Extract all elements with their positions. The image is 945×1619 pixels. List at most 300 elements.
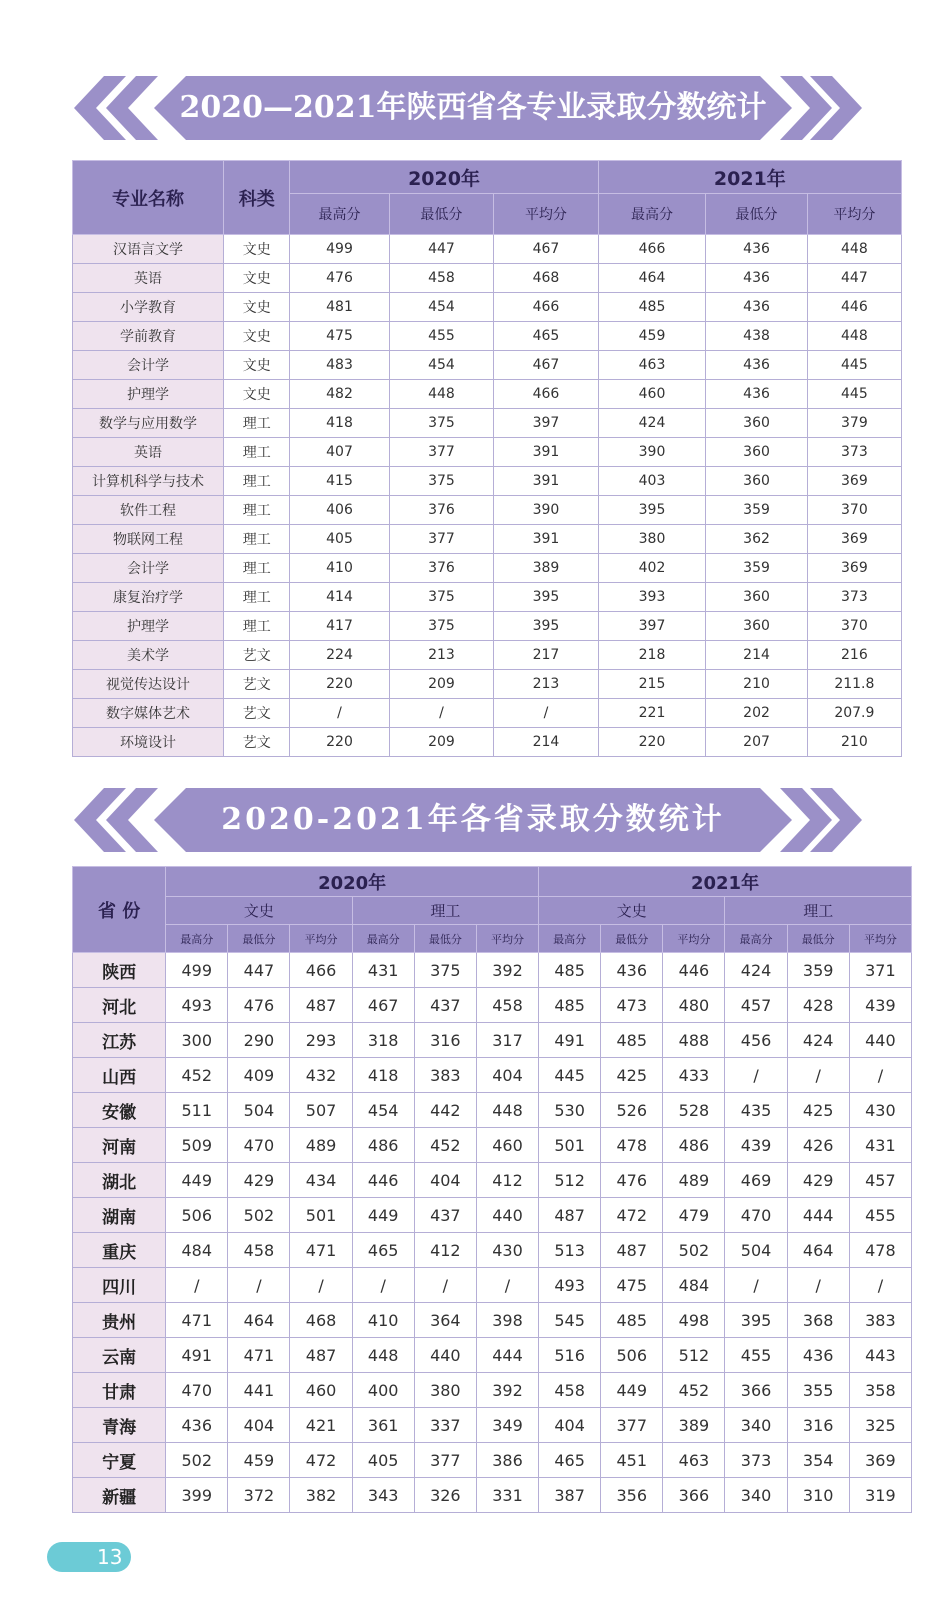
score-cell: 340 — [725, 1408, 787, 1443]
province-cell: 新疆 — [73, 1478, 166, 1513]
province-cell: 云南 — [73, 1338, 166, 1373]
header-category: 科类 — [224, 161, 290, 235]
score-cell: 316 — [414, 1023, 476, 1058]
score-cell: 516 — [539, 1338, 601, 1373]
score-cell: 392 — [476, 1373, 538, 1408]
score-cell: 454 — [389, 293, 494, 322]
score-cell: 209 — [389, 670, 494, 699]
category-cell: 艺文 — [224, 728, 290, 757]
score-cell: 404 — [476, 1058, 538, 1093]
score-cell: 457 — [725, 988, 787, 1023]
header-wenshi-2021: 文史 — [539, 897, 725, 925]
score-cell: 210 — [807, 728, 901, 757]
score-cell: 369 — [807, 554, 901, 583]
header-province: 省 份 — [73, 867, 166, 953]
category-cell: 理工 — [224, 554, 290, 583]
score-cell: 426 — [787, 1128, 849, 1163]
score-cell: 375 — [389, 612, 494, 641]
score-cell: 380 — [598, 525, 706, 554]
score-cell: 472 — [290, 1443, 352, 1478]
score-cell: 410 — [352, 1303, 414, 1338]
table-row — [73, 728, 902, 757]
score-cell: 448 — [807, 235, 901, 264]
score-cell: 447 — [228, 953, 290, 988]
score-cell: 373 — [807, 438, 901, 467]
score-cell: 409 — [228, 1058, 290, 1093]
score-cell: 449 — [601, 1373, 663, 1408]
score-cell: 460 — [290, 1373, 352, 1408]
score-cell: 473 — [601, 988, 663, 1023]
score-cell: 318 — [352, 1023, 414, 1058]
header-min: 最低分 — [601, 925, 663, 953]
score-cell: / — [787, 1268, 849, 1303]
province-cell: 四川 — [73, 1268, 166, 1303]
score-cell: 452 — [166, 1058, 228, 1093]
score-cell: / — [290, 699, 389, 728]
table-row — [73, 1058, 912, 1093]
table-row — [73, 554, 902, 583]
score-cell: 220 — [290, 728, 389, 757]
header-max: 最高分 — [725, 925, 787, 953]
score-cell: 215 — [598, 670, 706, 699]
score-cell: 418 — [352, 1058, 414, 1093]
section1-title: 2020—2021年陕西省各专业录取分数统计 — [179, 90, 767, 125]
header-min: 最低分 — [787, 925, 849, 953]
table-row — [73, 525, 902, 554]
score-cell: 325 — [849, 1408, 911, 1443]
score-cell: 382 — [290, 1478, 352, 1513]
score-cell: 481 — [290, 293, 389, 322]
header-min: 最低分 — [228, 925, 290, 953]
score-cell: 214 — [494, 728, 599, 757]
score-cell: 476 — [601, 1163, 663, 1198]
category-cell: 文史 — [224, 264, 290, 293]
score-cell: 202 — [706, 699, 807, 728]
score-cell: 391 — [494, 467, 599, 496]
score-cell: 446 — [807, 293, 901, 322]
score-cell: 467 — [494, 235, 599, 264]
score-cell: 458 — [476, 988, 538, 1023]
score-cell: 355 — [787, 1373, 849, 1408]
score-cell: 452 — [414, 1128, 476, 1163]
score-cell: 436 — [706, 380, 807, 409]
score-cell: 372 — [228, 1478, 290, 1513]
page-number — [47, 1542, 131, 1572]
score-cell: 364 — [414, 1303, 476, 1338]
score-cell: 471 — [166, 1303, 228, 1338]
score-cell: 360 — [706, 612, 807, 641]
score-cell: 471 — [228, 1338, 290, 1373]
score-cell: 436 — [787, 1338, 849, 1373]
score-cell: 501 — [539, 1128, 601, 1163]
score-cell: 442 — [414, 1093, 476, 1128]
score-cell: 476 — [290, 264, 389, 293]
table-row — [73, 409, 902, 438]
province-cell: 青海 — [73, 1408, 166, 1443]
table-row — [73, 1373, 912, 1408]
major-name-cell: 学前教育 — [73, 322, 224, 351]
score-cell: 446 — [352, 1163, 414, 1198]
score-cell: 211.8 — [807, 670, 901, 699]
table-row — [73, 1303, 912, 1338]
score-cell: 509 — [166, 1128, 228, 1163]
score-cell: 317 — [476, 1023, 538, 1058]
table-row — [73, 1198, 912, 1233]
score-cell: 316 — [787, 1408, 849, 1443]
score-cell: 220 — [290, 670, 389, 699]
table-row — [73, 699, 902, 728]
major-name-cell: 护理学 — [73, 612, 224, 641]
score-cell: 217 — [494, 641, 599, 670]
score-cell: 224 — [290, 641, 389, 670]
score-cell: 467 — [352, 988, 414, 1023]
category-cell: 理工 — [224, 438, 290, 467]
score-cell: 463 — [598, 351, 706, 380]
score-cell: 207 — [706, 728, 807, 757]
header-year-2021: 2021年 — [539, 867, 912, 897]
table-row — [73, 1163, 912, 1198]
header-year-2020: 2020年 — [290, 161, 598, 194]
score-cell: 445 — [807, 351, 901, 380]
score-cell: 380 — [414, 1373, 476, 1408]
major-name-cell: 计算机科学与技术 — [73, 467, 224, 496]
table-row — [73, 583, 902, 612]
province-scores-table — [72, 866, 912, 1513]
score-cell: 424 — [787, 1023, 849, 1058]
table-row — [73, 1233, 912, 1268]
score-cell: 386 — [476, 1443, 538, 1478]
header-max-2020: 最高分 — [290, 194, 389, 235]
score-cell: 485 — [598, 293, 706, 322]
score-cell: 440 — [476, 1198, 538, 1233]
score-cell: / — [725, 1058, 787, 1093]
major-name-cell: 视觉传达设计 — [73, 670, 224, 699]
score-cell: 464 — [598, 264, 706, 293]
score-cell: 436 — [706, 235, 807, 264]
score-cell: 375 — [389, 409, 494, 438]
score-cell: 472 — [601, 1198, 663, 1233]
score-cell: 440 — [414, 1338, 476, 1373]
category-cell: 文史 — [224, 351, 290, 380]
table-row — [73, 1478, 912, 1513]
score-cell: 435 — [725, 1093, 787, 1128]
header-min-2020: 最低分 — [389, 194, 494, 235]
section1-banner — [74, 76, 872, 140]
score-cell: / — [849, 1268, 911, 1303]
category-cell: 艺文 — [224, 641, 290, 670]
score-cell: 484 — [166, 1233, 228, 1268]
score-cell: 463 — [663, 1443, 725, 1478]
score-cell: 433 — [663, 1058, 725, 1093]
score-cell: 438 — [706, 322, 807, 351]
header-ligong-2021: 理工 — [725, 897, 912, 925]
score-cell: 368 — [787, 1303, 849, 1338]
score-cell: 390 — [598, 438, 706, 467]
score-cell: 410 — [290, 554, 389, 583]
major-scores-table — [72, 160, 902, 757]
category-cell: 理工 — [224, 612, 290, 641]
score-cell: 424 — [725, 953, 787, 988]
header-max-2021: 最高分 — [598, 194, 706, 235]
table-row — [73, 1408, 912, 1443]
score-cell: 395 — [494, 583, 599, 612]
score-cell: 310 — [787, 1478, 849, 1513]
major-name-cell: 汉语言文学 — [73, 235, 224, 264]
score-cell: 360 — [706, 467, 807, 496]
table-row — [73, 235, 902, 264]
score-cell: 209 — [389, 728, 494, 757]
major-name-cell: 环境设计 — [73, 728, 224, 757]
score-cell: 429 — [787, 1163, 849, 1198]
score-cell: 458 — [539, 1373, 601, 1408]
score-cell: 407 — [290, 438, 389, 467]
score-cell: 395 — [725, 1303, 787, 1338]
table-row — [73, 1268, 912, 1303]
score-cell: / — [476, 1268, 538, 1303]
score-cell: 448 — [389, 380, 494, 409]
score-cell: 375 — [389, 467, 494, 496]
score-cell: 488 — [663, 1023, 725, 1058]
score-cell: / — [290, 1268, 352, 1303]
score-cell: 431 — [849, 1128, 911, 1163]
score-cell: 526 — [601, 1093, 663, 1128]
score-cell: 464 — [228, 1303, 290, 1338]
score-cell: 361 — [352, 1408, 414, 1443]
score-cell: 465 — [539, 1443, 601, 1478]
score-cell: 366 — [663, 1478, 725, 1513]
province-cell: 宁夏 — [73, 1443, 166, 1478]
score-cell: 366 — [725, 1373, 787, 1408]
score-cell: 373 — [725, 1443, 787, 1478]
score-cell: 498 — [663, 1303, 725, 1338]
score-cell: 376 — [389, 496, 494, 525]
table-row — [73, 1443, 912, 1478]
score-cell: 375 — [414, 953, 476, 988]
score-cell: 429 — [228, 1163, 290, 1198]
major-name-cell: 数学与应用数学 — [73, 409, 224, 438]
score-cell: 448 — [352, 1338, 414, 1373]
major-name-cell: 美术学 — [73, 641, 224, 670]
score-cell: 468 — [290, 1303, 352, 1338]
score-cell: 377 — [414, 1443, 476, 1478]
score-cell: 464 — [787, 1233, 849, 1268]
major-name-cell: 英语 — [73, 438, 224, 467]
score-cell: 371 — [849, 953, 911, 988]
score-cell: 434 — [290, 1163, 352, 1198]
score-cell: 504 — [725, 1233, 787, 1268]
score-cell: 487 — [601, 1233, 663, 1268]
score-cell: 489 — [290, 1128, 352, 1163]
score-cell: 369 — [849, 1443, 911, 1478]
score-cell: 487 — [539, 1198, 601, 1233]
page-number-text: 13 — [97, 1545, 123, 1569]
score-cell: 454 — [389, 351, 494, 380]
score-cell: 300 — [166, 1023, 228, 1058]
score-cell: 359 — [706, 496, 807, 525]
score-cell: / — [352, 1268, 414, 1303]
score-cell: 449 — [166, 1163, 228, 1198]
score-cell: 441 — [228, 1373, 290, 1408]
header-max: 最高分 — [539, 925, 601, 953]
table-row — [73, 264, 902, 293]
score-cell: 436 — [706, 293, 807, 322]
score-cell: / — [787, 1058, 849, 1093]
score-cell: / — [414, 1268, 476, 1303]
score-cell: 354 — [787, 1443, 849, 1478]
score-cell: 486 — [663, 1128, 725, 1163]
province-cell: 甘肃 — [73, 1373, 166, 1408]
score-cell: 370 — [807, 496, 901, 525]
header-ligong-2020: 理工 — [352, 897, 538, 925]
score-cell: 207.9 — [807, 699, 901, 728]
score-cell: / — [389, 699, 494, 728]
table-row — [73, 1338, 912, 1373]
category-cell: 艺文 — [224, 699, 290, 728]
score-cell: 485 — [539, 953, 601, 988]
province-cell: 河北 — [73, 988, 166, 1023]
table-row — [73, 670, 902, 699]
score-cell: 487 — [290, 988, 352, 1023]
score-cell: 465 — [494, 322, 599, 351]
province-cell: 陕西 — [73, 953, 166, 988]
score-cell: / — [725, 1268, 787, 1303]
table-row — [73, 322, 902, 351]
score-cell: 457 — [849, 1163, 911, 1198]
score-cell: 369 — [807, 525, 901, 554]
score-cell: 377 — [601, 1408, 663, 1443]
header-year-2021: 2021年 — [598, 161, 901, 194]
score-cell: 437 — [414, 1198, 476, 1233]
score-cell: / — [494, 699, 599, 728]
score-cell: 432 — [290, 1058, 352, 1093]
score-cell: 387 — [539, 1478, 601, 1513]
score-cell: 421 — [290, 1408, 352, 1443]
category-cell: 文史 — [224, 235, 290, 264]
table-row — [73, 612, 902, 641]
score-cell: 405 — [352, 1443, 414, 1478]
score-cell: 455 — [389, 322, 494, 351]
header-avg: 平均分 — [290, 925, 352, 953]
score-cell: 389 — [494, 554, 599, 583]
table-row — [73, 988, 912, 1023]
score-cell: 377 — [389, 438, 494, 467]
score-cell: 444 — [476, 1338, 538, 1373]
score-cell: 214 — [706, 641, 807, 670]
score-cell: 216 — [807, 641, 901, 670]
province-cell: 湖南 — [73, 1198, 166, 1233]
score-cell: 502 — [663, 1233, 725, 1268]
score-cell: 356 — [601, 1478, 663, 1513]
score-cell: 425 — [601, 1058, 663, 1093]
section2-title: 2020-2021年各省录取分数统计 — [221, 802, 725, 837]
score-cell: 452 — [663, 1373, 725, 1408]
table-row — [73, 641, 902, 670]
province-cell: 贵州 — [73, 1303, 166, 1338]
score-cell: 475 — [290, 322, 389, 351]
score-cell: 415 — [290, 467, 389, 496]
score-cell: 402 — [598, 554, 706, 583]
section2-banner — [74, 788, 872, 852]
score-cell: 466 — [290, 953, 352, 988]
header-avg: 平均分 — [476, 925, 538, 953]
category-cell: 艺文 — [224, 670, 290, 699]
score-cell: 493 — [539, 1268, 601, 1303]
score-cell: 471 — [290, 1233, 352, 1268]
score-cell: / — [228, 1268, 290, 1303]
score-cell: 485 — [601, 1303, 663, 1338]
score-cell: 373 — [807, 583, 901, 612]
score-cell: 478 — [849, 1233, 911, 1268]
score-cell: 412 — [476, 1163, 538, 1198]
score-cell: 443 — [849, 1338, 911, 1373]
score-cell: 430 — [476, 1233, 538, 1268]
header-wenshi-2020: 文史 — [166, 897, 352, 925]
score-cell: 424 — [598, 409, 706, 438]
score-cell: 455 — [725, 1338, 787, 1373]
score-cell: 395 — [598, 496, 706, 525]
score-cell: 213 — [494, 670, 599, 699]
category-cell: 理工 — [224, 525, 290, 554]
score-cell: 331 — [476, 1478, 538, 1513]
score-cell: 360 — [706, 409, 807, 438]
score-cell: 470 — [725, 1198, 787, 1233]
score-cell: 470 — [228, 1128, 290, 1163]
major-name-cell: 物联网工程 — [73, 525, 224, 554]
score-cell: 439 — [849, 988, 911, 1023]
table-row — [73, 496, 902, 525]
score-cell: 456 — [725, 1023, 787, 1058]
score-cell: 460 — [598, 380, 706, 409]
score-cell: 349 — [476, 1408, 538, 1443]
score-cell: 358 — [849, 1373, 911, 1408]
major-name-cell: 会计学 — [73, 554, 224, 583]
score-cell: 502 — [166, 1443, 228, 1478]
score-cell: 405 — [290, 525, 389, 554]
table-row — [73, 1023, 912, 1058]
major-name-cell: 英语 — [73, 264, 224, 293]
score-cell: 220 — [598, 728, 706, 757]
score-cell: 478 — [601, 1128, 663, 1163]
score-cell: 451 — [601, 1443, 663, 1478]
score-cell: 395 — [494, 612, 599, 641]
score-cell: 326 — [414, 1478, 476, 1513]
score-cell: 486 — [352, 1128, 414, 1163]
category-cell: 理工 — [224, 583, 290, 612]
header-min: 最低分 — [414, 925, 476, 953]
score-cell: 404 — [414, 1163, 476, 1198]
province-cell: 重庆 — [73, 1233, 166, 1268]
score-cell: 370 — [807, 612, 901, 641]
score-cell: 530 — [539, 1093, 601, 1128]
score-cell: 483 — [290, 351, 389, 380]
score-cell: 476 — [228, 988, 290, 1023]
score-cell: 340 — [725, 1478, 787, 1513]
score-cell: 397 — [598, 612, 706, 641]
score-cell: 213 — [389, 641, 494, 670]
score-cell: 431 — [352, 953, 414, 988]
score-cell: 512 — [539, 1163, 601, 1198]
score-cell: 504 — [228, 1093, 290, 1128]
score-cell: 406 — [290, 496, 389, 525]
major-name-cell: 小学教育 — [73, 293, 224, 322]
score-cell: 513 — [539, 1233, 601, 1268]
score-cell: 436 — [601, 953, 663, 988]
score-cell: 379 — [807, 409, 901, 438]
score-cell: 502 — [228, 1198, 290, 1233]
header-avg-2021: 平均分 — [807, 194, 901, 235]
score-cell: 359 — [787, 953, 849, 988]
major-name-cell: 康复治疗学 — [73, 583, 224, 612]
